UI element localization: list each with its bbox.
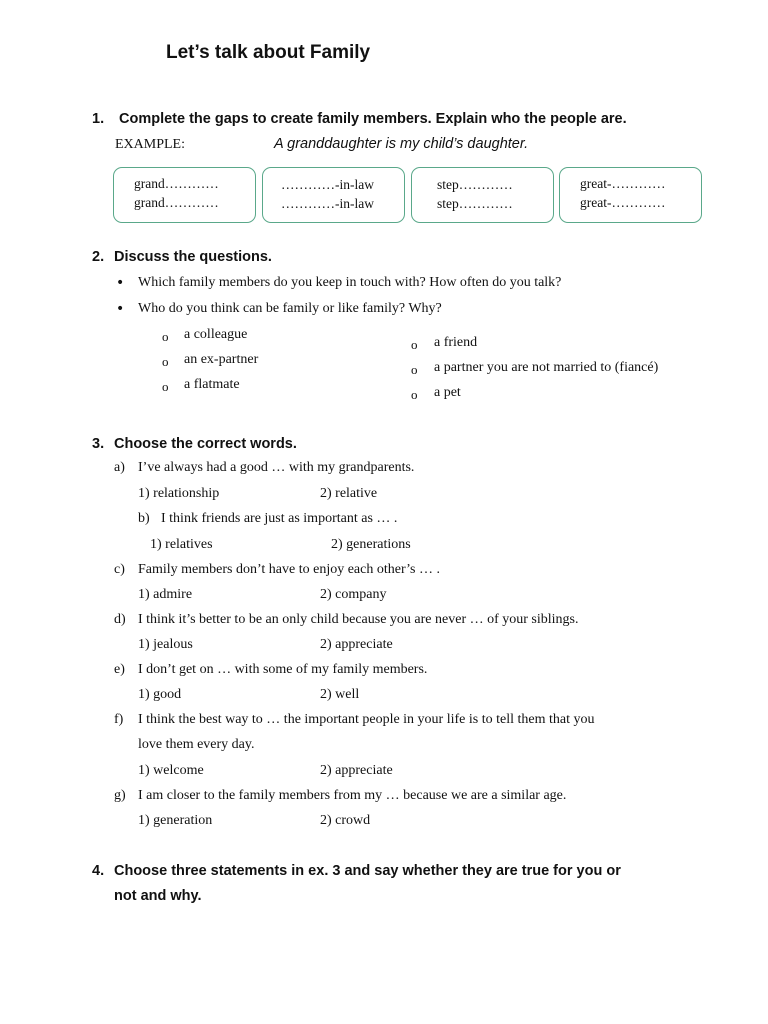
answer-option: 1) admire [138,587,193,602]
word-box-line: …………-in-law [281,196,374,211]
question-text: I’ve always had a good … with my grandparents. [138,460,415,475]
answer-option: 2) relative [320,486,378,501]
bullet-item: • Which family members do you keep in touch with? How often do you talk? [138,275,561,291]
question-letter: g) [114,788,126,803]
word-box-line: step………… [437,177,513,192]
question-text: I think friends are just as important as … . [161,511,398,526]
option-item: a flatmate [184,377,240,392]
word-box-in-law [262,167,405,223]
circle-marker: o [162,354,169,369]
ex3-heading: Choose the correct words. [114,436,297,452]
question-letter: d) [114,612,126,627]
circle-marker: o [411,362,418,377]
ex1-example-label: EXAMPLE: [115,137,185,152]
word-box-line: …………-in-law [281,177,374,192]
question-letter: a) [114,460,125,475]
ex4-number: 4. [92,863,105,879]
ex4-heading: Choose three statements in ex. 3 and say whether they are true for you or [114,863,621,879]
question-text: I am closer to the family members from my … because we are a similar age. [138,788,567,803]
question-text: Family members don’t have to enjoy each other’s … . [138,562,440,577]
answer-option: 1) generation [138,813,213,828]
answer-option: 2) appreciate [320,637,393,652]
bullet-item: • Who do you think can be family or like family? Why? [138,301,442,317]
ex4-heading-continued: not and why. [114,888,202,904]
circle-marker: o [411,387,418,402]
option-item: a pet [434,385,461,400]
option-item: a friend [434,335,478,350]
word-box-great [559,167,702,223]
question-text: I think the best way to … the important people in your life is to tell them that you [138,712,595,727]
question-letter: b) [138,511,150,526]
circle-marker: o [411,337,418,352]
question-letter: f) [114,712,124,727]
answer-option: 2) generations [331,537,411,552]
question-letter: c) [114,562,125,577]
circle-marker: o [162,379,169,394]
ex2-heading: Discuss the questions. [114,249,272,265]
ex1-heading: Complete the gaps to create family members. Explain who the people are. [119,111,627,127]
word-box-line: great-………… [580,195,666,210]
word-box-line: great-………… [580,176,666,191]
question-text-continued: love them every day. [138,737,255,752]
answer-option: 1) relatives [150,537,213,552]
answer-option: 1) welcome [138,763,204,778]
answer-option: 2) well [320,687,360,702]
word-box-step [411,167,554,223]
option-item: an ex-partner [184,352,259,367]
answer-option: 2) appreciate [320,763,393,778]
answer-option: 1) relationship [138,486,220,501]
ex1-number: 1. [92,111,105,127]
answer-option: 1) jealous [138,637,193,652]
question-text: I think it’s better to be an only child because you are never … of your siblings. [138,612,579,627]
answer-option: 1) good [138,687,182,702]
ex3-number: 3. [92,436,105,452]
answer-option: 2) company [320,587,387,602]
word-box-grand [113,167,256,223]
ex1-example-text: A granddaughter is my child’s daughter. [274,136,529,152]
question-letter: e) [114,662,125,677]
question-text: I don’t get on … with some of my family members. [138,662,428,677]
option-item: a colleague [184,327,248,342]
page-title: Let’s talk about Family [166,42,371,63]
option-item: a partner you are not married to (fiancé) [434,360,659,375]
circle-marker: o [162,329,169,344]
ex2-number: 2. [92,249,105,265]
word-box-line: step………… [437,196,513,211]
word-box-line: grand………… [134,176,219,191]
answer-option: 2) crowd [320,813,371,828]
word-box-line: grand………… [134,195,219,210]
